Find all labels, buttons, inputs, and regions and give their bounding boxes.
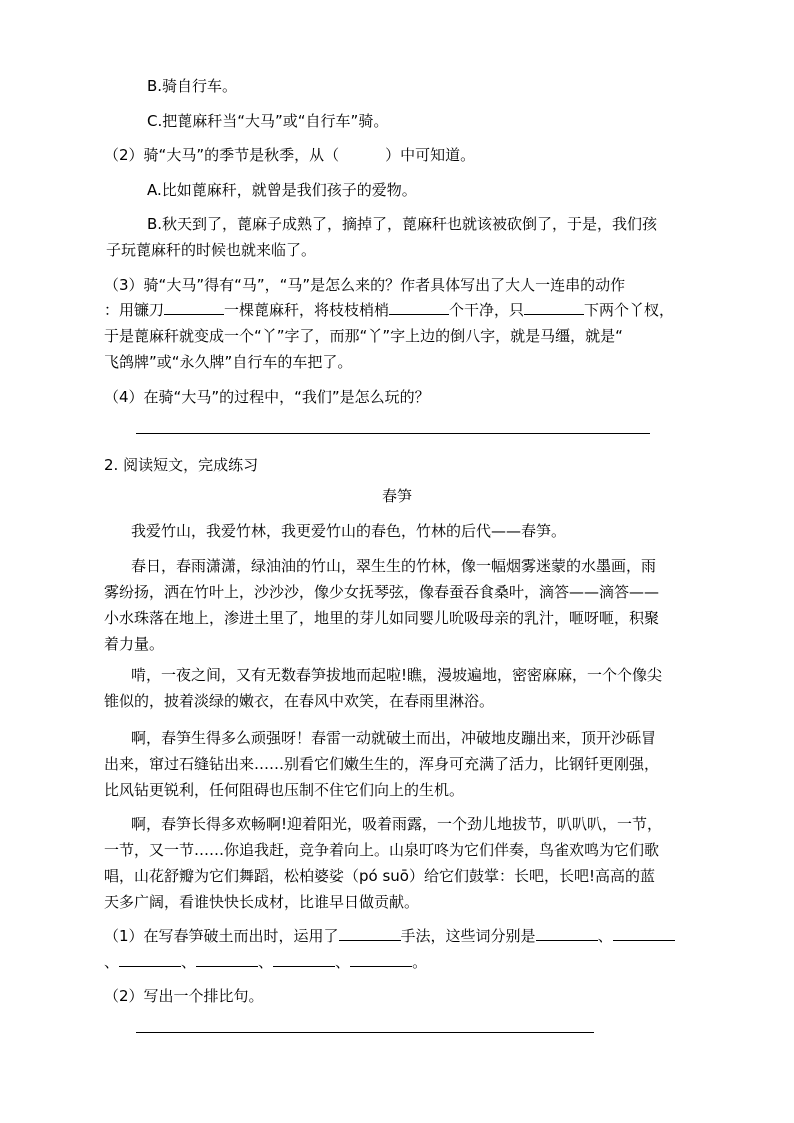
question-2-heading: 2. 阅读短文，完成练习: [104, 456, 259, 474]
fill-blank[interactable]: [273, 952, 335, 967]
paragraph-5-line2: 一节，又一节……你追我赶，竞争着向上。山泉叮咚为它们伴奏，鸟雀欢鸣为它们歌: [104, 841, 660, 859]
fill-blank[interactable]: [613, 926, 675, 941]
fill-blank[interactable]: [119, 952, 181, 967]
text-segment: 、: [335, 953, 351, 971]
paragraph-2-line2: 雾纷扬，洒在竹叶上，沙沙沙，像少女抚琴弦，像春蚕吞食桑叶，滴答——滴答——: [104, 583, 660, 601]
text-segment: （1）在写春笋破土而出时，运用了: [104, 927, 339, 945]
text-segment: 下两个丫杈，: [584, 301, 675, 319]
sub-question-2-option-b-line2: 子玩蓖麻秆的时候也就来临了。: [106, 241, 317, 259]
sub-question-3-line3: 于是蓖麻秆就变成一个“丫”字了，而那“丫”字上边的倒八字，就是马缰，就是“: [104, 327, 623, 345]
sub-question-3-line2: [104, 300, 674, 320]
paragraph-3-line2: 锥似的，披着淡绿的嫩衣，在春风中欢笑，在春雨里淋浴。: [104, 692, 495, 710]
paragraph-2-line4: 着力量。: [104, 635, 165, 653]
exercise-2: （2）写出一个排比句。: [104, 987, 264, 1005]
paragraph-5-line3: 唱，山花舒瓣为它们舞蹈，松柏婆娑（pó suō）给它们鼓掌：长吧，长吧!高高的蓝: [104, 867, 655, 885]
sub-question-2-option-a: A.比如蓖麻秆，就曾是我们孩子的爱物。: [147, 181, 417, 199]
text-segment: ：用镰刀: [104, 301, 165, 319]
sub-question-2: [104, 145, 475, 165]
sub-question-2-text-pre: （2）骑“大马”的季节是秋季，从（: [104, 146, 340, 164]
sub-question-3-line1: （3）骑“大马”得有“马”，“马”是怎么来的？作者具体写出了大人一连串的动作: [104, 276, 626, 294]
option-c: C.把蓖麻秆当“大马”或“自行车”骑。: [147, 112, 389, 130]
paragraph-5-line1: 啊，春笋长得多欢畅啊!迎着阳光，吸着雨露，一个劲儿地拔节，叭叭叭，一节，: [131, 815, 663, 833]
exercise-1-line2: [104, 952, 427, 972]
fill-blank[interactable]: [339, 926, 401, 941]
fill-blank[interactable]: [164, 300, 224, 315]
paragraph-2-line3: 小水珠落在地上，渗进土里了，地里的芽儿如同婴儿吮吸母亲的乳汁，咂呀咂，积聚: [104, 609, 660, 627]
option-b: B.骑自行车。: [147, 77, 238, 95]
sub-question-2-text-post: ）中可知道。: [385, 146, 476, 164]
paragraph-4-line3: 比风钻更锐利，任何阻碍也压制不住它们向上的生机。: [104, 781, 465, 799]
sub-question-3-line4: 飞鸽牌”或“永久牌”自行车的车把了。: [104, 353, 353, 371]
paragraph-5-line4: 天多广阔，看谁快快长成材，比谁早日做贡献。: [104, 893, 420, 911]
fill-blank[interactable]: [196, 952, 258, 967]
answer-line[interactable]: [136, 433, 650, 434]
text-segment: 个干净，只: [449, 301, 525, 319]
text-segment: 、: [104, 953, 120, 971]
paragraph-2-line1: 春日，春雨潇潇，绿油油的竹山，翠生生的竹林，像一幅烟雾迷蒙的水墨画，雨: [131, 557, 657, 575]
text-segment: 、: [258, 953, 274, 971]
text-segment: 一棵蓖麻秆，将枝枝梢梢: [224, 301, 390, 319]
text-segment: 。: [412, 953, 428, 971]
fill-blank[interactable]: [350, 952, 412, 967]
paragraph-3-line1: 啃，一夜之间，又有无数春笋拔地而起啦!瞧，漫坡遍地，密密麻麻，一个个像尖: [131, 666, 663, 684]
sub-question-2-option-b-line1: B.秋天到了，蓖麻子成熟了，摘掉了，蓖麻秆也就该被砍倒了，于是，我们孩: [147, 215, 658, 233]
fill-blank[interactable]: [536, 926, 598, 941]
fill-blank[interactable]: [389, 300, 449, 315]
answer-line[interactable]: [136, 1032, 594, 1033]
fill-blank[interactable]: [524, 300, 584, 315]
exercise-1-line1: [104, 926, 675, 946]
text-segment: 手法，这些词分别是: [400, 927, 536, 945]
paragraph-4-line2: 出来，窜过石缝钻出来……别看它们嫩生生的，浑身可充满了活力，比钢钎更刚强，: [104, 755, 660, 773]
paragraph-1: 我爱竹山，我爱竹林，我更爱竹山的春色，竹林的后代——春笋。: [131, 522, 567, 540]
sub-question-4: （4）在骑“大马”的过程中，“我们”是怎么玩的？: [104, 388, 430, 406]
passage-title: 春笋: [381, 487, 412, 505]
paragraph-4-line1: 啊，春笋生得多么顽强呀！春雷一动就破土而出，冲破地皮蹦出来，顶开沙砾冒: [131, 729, 657, 747]
text-segment: 、: [597, 927, 613, 945]
text-segment: 、: [181, 953, 197, 971]
